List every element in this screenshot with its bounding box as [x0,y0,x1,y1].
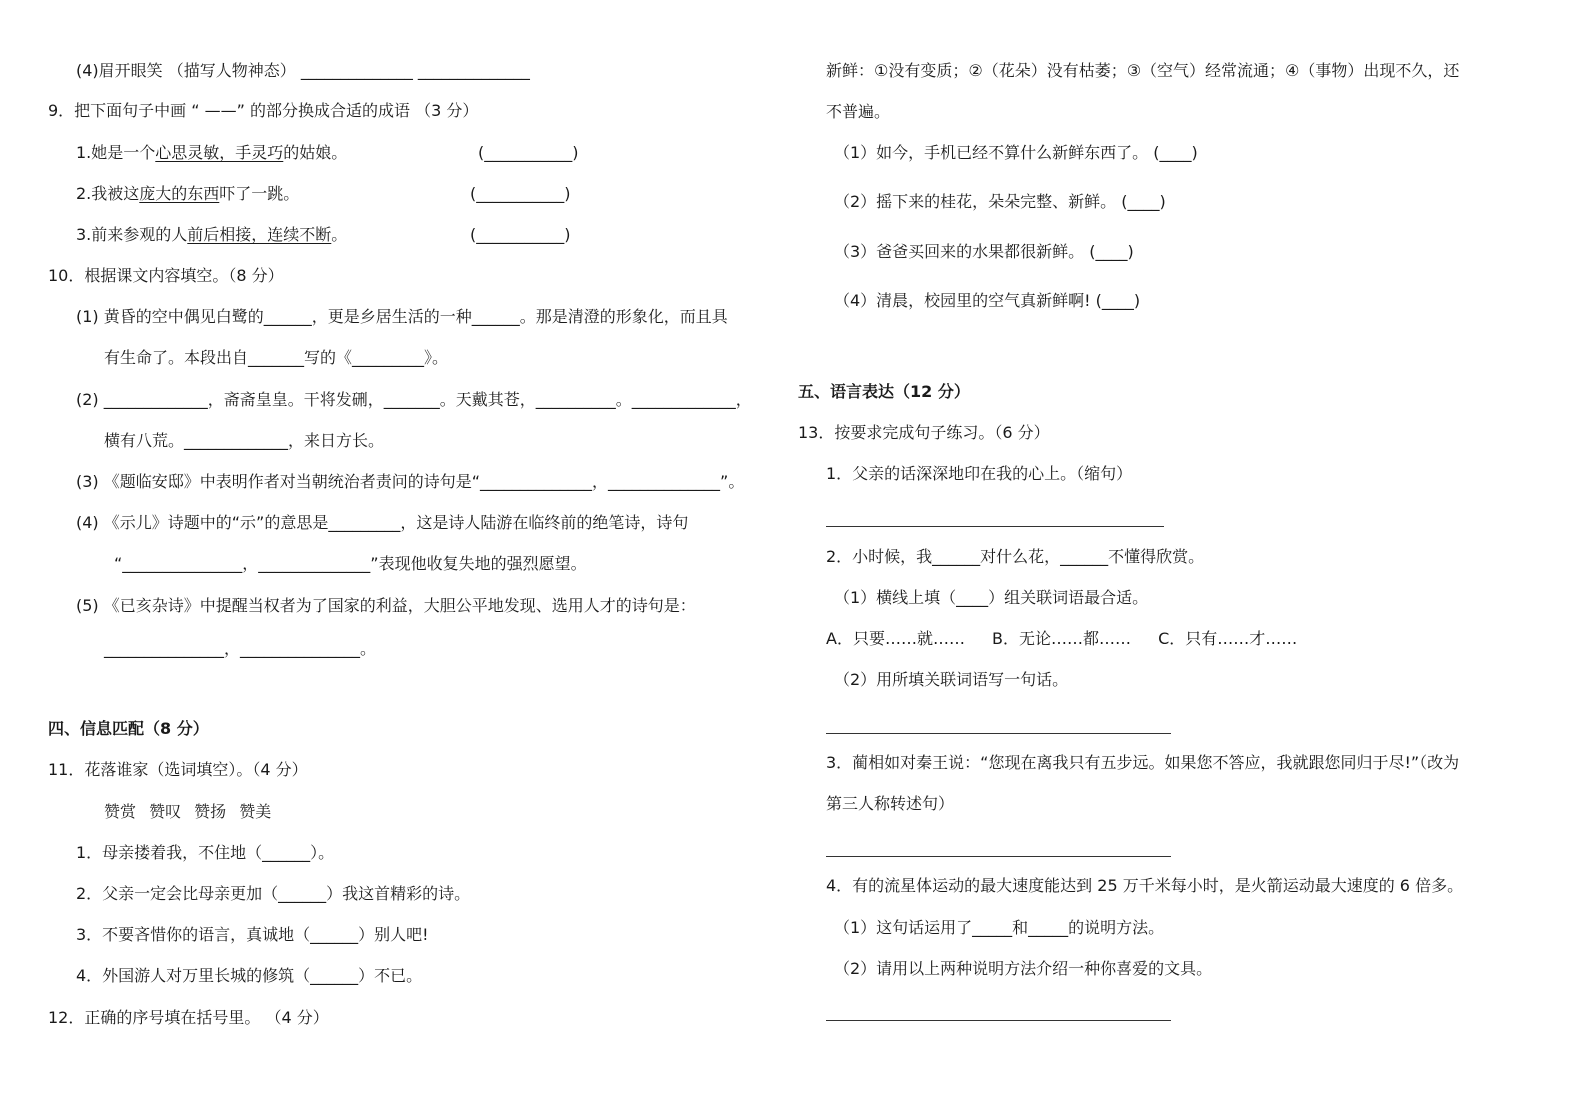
q11-item-3: 3．不要吝惜你的语言，真诚地（______）别人吧! [76,925,429,944]
q9-s3-underlined: 前后相接，连续不断 [187,225,332,244]
q11-item-4: 4．外国游人对万里长城的修筑（______）不已。 [76,966,423,985]
q13-options: A．只要……就…… B．无论……都…… C．只有……才…… [826,629,1298,648]
q13-task-2-1: （1）横线上填（____）组关联词语最合适。 [834,588,1149,607]
q13-task-4: 4．有的流星体运动的最大速度能达到 25 万千米每小时，是火箭运动最大速度的 6 倍多。 [826,876,1464,895]
q9-s2-text: 2.我被这 [76,184,140,203]
q9-answer-blank-3[interactable]: (___________) [470,225,571,244]
q9-title: 9．把下面句子中画 “ ——” 的部分换成合适的成语 （3 分） [48,101,479,120]
q11-word-choices: 赞赏 赞叹 赞扬 赞美 [104,802,272,821]
q13-task-2: 2．小时候，我______对什么花，______不懂得欣赏。 [826,547,1205,566]
q10-part-2a: (2) _____________，斋斋皇皇。干将发硎，_______。天戴其苍，__________。_____________， [76,390,752,409]
q9-s2-underlined: 庞大的东西 [139,184,220,203]
answer-line-4[interactable] [826,1020,1171,1021]
section-4-heading: 四、信息匹配（8 分） [48,719,209,738]
q8-item-4: (4)眉开眼笑 （描写人物神态） ______________ ______________ [76,61,530,80]
section-5-heading: 五、语言表达（12 分） [798,382,970,401]
q10-part-1b: 有生命了。本段出自_______写的《_________》。 [104,348,449,367]
q12-sentence-2: （2）摇下来的桂花，朵朵完整、新鲜。 (____) [834,192,1166,211]
q13-task-3a: 3．蔺相如对秦王说：“您现在离我只有五步远。如果您不答应，我就跟您同归于尽!”（改为 [826,753,1460,772]
q11-item-2: 2．父亲一定会比母亲更加（______）我这首精彩的诗。 [76,884,471,903]
q10-part-4a: (4) 《示儿》诗题中的“示”的意思是_________，这是诗人陆游在临终前的绝笔诗，诗句 [76,513,689,532]
answer-line-2[interactable] [826,733,1171,734]
definition-line-2: 不普遍。 [826,102,891,121]
q13-task-3b: 第三人称转述句） [826,794,955,813]
q11-item-1: 1．母亲搂着我，不住地（______）。 [76,843,335,862]
q10-part-5a: (5) 《已亥杂诗》中提醒当权者为了国家的利益，大胆公平地发现、选用人才的诗句是： [76,596,696,615]
q10-part-3: (3) 《题临安邸》中表明作者对当朝统治者责问的诗句是“______________，______________”。 [76,472,745,491]
q13-task-1: 1．父亲的话深深地印在我的心上。（缩句） [826,464,1133,483]
q11-title: 11．花落谁家（选词填空）。（4 分） [48,760,308,779]
q12-sentence-4: （4）清晨，校园里的空气真新鲜啊! (____) [834,291,1141,310]
q12-sentence-3: （3）爸爸买回来的水果都很新鲜。 (____) [834,242,1134,261]
q9-answer-blank-1[interactable]: (___________) [478,143,579,162]
q9-s3-end: 。 [331,225,348,244]
q10-part-2b: 横有八荒。_____________，来日方长。 [104,431,385,450]
q10-part-1a: (1) 黄昏的空中偶见白鹭的______，更是乡居生活的一种______。那是清澄的形象化，而且具 [76,307,728,326]
answer-line-1[interactable] [826,526,1164,527]
q12-title: 12．正确的序号填在括号里。 （4 分） [48,1008,329,1027]
definition-line-1: 新鲜：①没有变质；②（花朵）没有枯萎；③（空气）经常流通；④（事物）出现不久，还 [826,61,1460,80]
q12-sentence-1: （1）如今，手机已经不算什么新鲜东西了。 (____) [834,143,1198,162]
answer-line-3[interactable] [826,856,1171,857]
q9-s1-underlined: 心思灵敏，手灵巧 [155,143,284,162]
q13-title: 13．按要求完成句子练习。（6 分） [798,423,1050,442]
q9-sentence-3 [76,224,347,246]
q9-sentence-1 [76,142,347,164]
q9-s1-end: 的姑娘。 [283,143,348,162]
q13-task-2-2: （2）用所填关联词语写一句话。 [834,670,1069,689]
q10-part-5b: _______________，_______________。 [104,639,377,658]
q9-answer-blank-2[interactable]: (___________) [470,184,571,203]
q13-task-4-1: （1）这句话运用了_____和_____的说明方法。 [834,918,1165,937]
q9-s2-end: 吓了一跳。 [219,184,300,203]
q10-part-4b: “_______________，______________”表现他收复失地的强烈愿望。 [114,554,587,573]
q9-s1-text: 1.她是一个 [76,143,156,162]
q9-sentence-2 [76,183,299,205]
q13-task-4-2: （2）请用以上两种说明方法介绍一种你喜爱的文具。 [834,959,1213,978]
q9-s3-text: 3.前来参观的人 [76,225,188,244]
q10-title: 10．根据课文内容填空。（8 分） [48,266,284,285]
